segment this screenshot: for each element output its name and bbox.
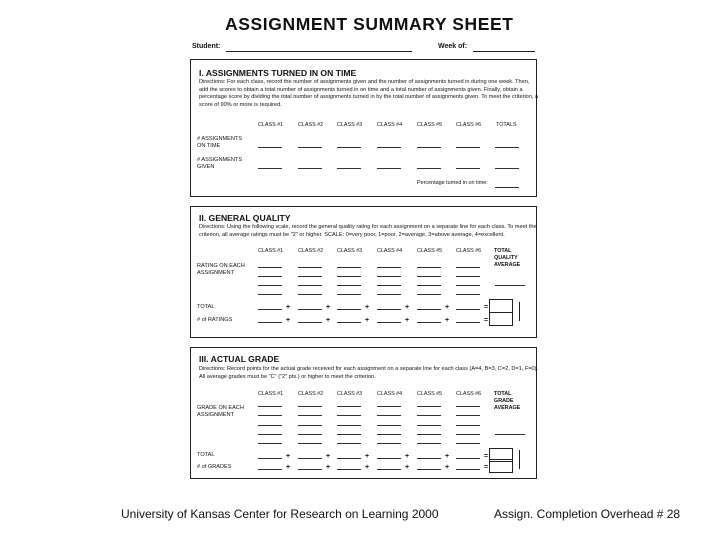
section-assignments-on-time — [190, 59, 537, 197]
section3-grade-row-2-class-4-line[interactable] — [377, 415, 401, 416]
section2-rating-row-4-class-5-line[interactable] — [417, 294, 441, 295]
section1-given-class-5-line[interactable] — [417, 168, 441, 169]
section1-row-on-time-label: # ASSIGNMENTS ON TIME — [197, 136, 243, 149]
section3-grade-row-1-class-4-line[interactable] — [377, 406, 401, 407]
section2-rating-row-3-class-1-line[interactable] — [258, 285, 282, 286]
s2cols-class-6-header: CLASS #6 — [456, 248, 482, 254]
section2-title: II. GENERAL QUALITY — [199, 213, 291, 223]
section2-total-label: TOTAL — [197, 304, 215, 310]
section2-rating-row-1-class-1-line[interactable] — [258, 267, 282, 268]
student-label: Student: — [192, 43, 221, 50]
section3-count-plus-sign: + — [365, 464, 370, 471]
section2-count-plus-sign: + — [405, 317, 410, 324]
section1-on-time-class-1-line[interactable] — [258, 147, 282, 148]
s3cols-class-5-header: CLASS #5 — [417, 391, 443, 397]
section2-rating-row-2-class-4-line[interactable] — [377, 276, 401, 277]
section3-total-label: TOTAL — [197, 452, 215, 458]
section2-count-class-6-line[interactable] — [456, 322, 480, 323]
section2-rating-row-4-class-1-line[interactable] — [258, 294, 282, 295]
section2-total-equals-sign: = — [484, 304, 489, 311]
section3-grade-row-4-class-1-line[interactable] — [258, 434, 282, 435]
section2-count-class-5-line[interactable] — [417, 322, 441, 323]
section1-totals-header: TOTALS — [496, 122, 517, 128]
footer-overhead-number: Assign. Completion Overhead # 28 — [494, 507, 681, 521]
section3-count-class-6-line[interactable] — [456, 469, 480, 470]
section3-count-class-5-line[interactable] — [417, 469, 441, 470]
section1-on-time-total-line[interactable] — [495, 147, 519, 148]
section3-grade-row-2-class-6-line[interactable] — [456, 415, 480, 416]
s2cols-class-1-header: CLASS #1 — [258, 248, 284, 254]
section2-rating-row-3-class-5-line[interactable] — [417, 285, 441, 286]
section3-grade-row-4-class-6-line[interactable] — [456, 434, 480, 435]
section3-count-equals-sign: = — [484, 464, 489, 471]
section3-grade-row-1-class-2-line[interactable] — [298, 406, 322, 407]
section2-rating-row-1-class-2-line[interactable] — [298, 267, 322, 268]
section3-grade-label: GRADE ON EACH ASSIGNMENT — [197, 405, 244, 418]
s3cols-class-6-header: CLASS #6 — [456, 391, 482, 397]
section3-count-class-2-line[interactable] — [298, 469, 322, 470]
section3-count-plus-sign: + — [405, 464, 410, 471]
footer-credit: University of Kansas Center for Research on Learning 2000 — [121, 507, 439, 521]
section2-count-label: # of RATINGS — [197, 317, 233, 323]
section3-count-class-4-line[interactable] — [377, 469, 401, 470]
s3cols-class-3-header: CLASS #3 — [337, 391, 363, 397]
section3-grade-row-3-class-3-line[interactable] — [337, 425, 361, 426]
section1-given-class-6-line[interactable] — [456, 168, 480, 169]
section3-total-header: TOTAL GRADE AVERAGE — [494, 391, 521, 411]
section2-total-class-4-line[interactable] — [377, 309, 401, 310]
student-field-line — [226, 51, 412, 52]
section2-total-class-1-line[interactable] — [258, 309, 282, 310]
section3-grade-row-2-class-2-line[interactable] — [298, 415, 322, 416]
section3-grade-row-4-class-2-line[interactable] — [298, 434, 322, 435]
section3-total-equals-sign: = — [484, 453, 489, 460]
section3-directions: Directions: Record points for the actual grade received for each assignment on a separate line for each class (A=4, B=3, C=2, D=1, F=0). All average grades must be "C" ("2" pts.) or higher to meet the criterion. — [199, 366, 539, 380]
section3-grade-row-5-class-2-line[interactable] — [298, 443, 322, 444]
section3-grade-row-3-class-1-line[interactable] — [258, 425, 282, 426]
section3-grade-row-1-class-1-line[interactable] — [258, 406, 282, 407]
s2cols-class-3-header: CLASS #3 — [337, 248, 363, 254]
section2-rating-row-2-class-5-line[interactable] — [417, 276, 441, 277]
s3cols-class-1-header: CLASS #1 — [258, 391, 284, 397]
section1-row-given-label: # ASSIGNMENTS GIVEN — [197, 157, 243, 170]
s3cols-class-2-header: CLASS #2 — [298, 391, 324, 397]
section2-rating-row-2-class-3-line[interactable] — [337, 276, 361, 277]
section3-total-class-6-line[interactable] — [456, 458, 480, 459]
section3-grade-row-5-class-6-line[interactable] — [456, 443, 480, 444]
section2-rating-row-4-class-2-line[interactable] — [298, 294, 322, 295]
section2-total-plus-sign: + — [405, 304, 410, 311]
section2-count-class-4-line[interactable] — [377, 322, 401, 323]
section1-given-class-3-line[interactable] — [337, 168, 361, 169]
section2-rating-row-3-class-6-line[interactable] — [456, 285, 480, 286]
section3-grade-row-5-class-5-line[interactable] — [417, 443, 441, 444]
section1-given-class-2-line[interactable] — [298, 168, 322, 169]
section2-total-class-6-line[interactable] — [456, 309, 480, 310]
section3-total-plus-sign: + — [445, 453, 450, 460]
section2-rating-row-1-class-3-line[interactable] — [337, 267, 361, 268]
section3-total-plus-sign: + — [405, 453, 410, 460]
section2-rating-label: RATING ON EACH ASSIGNMENT — [197, 263, 245, 276]
section3-count-plus-sign: + — [286, 464, 291, 471]
section2-rating-row-3-class-3-line[interactable] — [337, 285, 361, 286]
section3-grade-row-4-class-4-line[interactable] — [377, 434, 401, 435]
section2-count-equals-sign: = — [484, 317, 489, 324]
section2-total-header: TOTAL QUALITY AVERAGE — [494, 248, 521, 268]
section1-given-total-line[interactable] — [495, 168, 519, 169]
section2-total-result-box[interactable] — [489, 299, 513, 313]
section2-count-class-1-line[interactable] — [258, 322, 282, 323]
section3-total-plus-sign: + — [286, 453, 291, 460]
section3-total-class-2-line[interactable] — [298, 458, 322, 459]
section1-on-time-class-6-line[interactable] — [456, 147, 480, 148]
section2-count-class-3-line[interactable] — [337, 322, 361, 323]
section3-grade-row-5-class-1-line[interactable] — [258, 443, 282, 444]
section-actual-grade — [190, 347, 537, 479]
section-general-quality — [190, 206, 537, 338]
section3-grade-row-2-class-3-line[interactable] — [337, 415, 361, 416]
s3cols-class-4-header: CLASS #4 — [377, 391, 403, 397]
section1-title: I. ASSIGNMENTS TURNED IN ON TIME — [199, 68, 357, 78]
section2-count-plus-sign: + — [365, 317, 370, 324]
section2-rating-row-3-class-2-line[interactable] — [298, 285, 322, 286]
section2-total-plus-sign: + — [365, 304, 370, 311]
s1cols-class-6-header: CLASS #6 — [456, 122, 482, 128]
section2-count-plus-sign: + — [286, 317, 291, 324]
section1-on-time-class-5-line[interactable] — [417, 147, 441, 148]
s1cols-class-4-header: CLASS #4 — [377, 122, 403, 128]
s1cols-class-2-header: CLASS #2 — [298, 122, 324, 128]
section3-count-result-box[interactable] — [489, 459, 513, 473]
s1cols-class-1-header: CLASS #1 — [258, 122, 284, 128]
section2-rating-row-1-class-4-line[interactable] — [377, 267, 401, 268]
section2-rating-row-1-class-6-line[interactable] — [456, 267, 480, 268]
s1cols-class-3-header: CLASS #3 — [337, 122, 363, 128]
section2-rating-row-4-class-3-line[interactable] — [337, 294, 361, 295]
section2-count-class-2-line[interactable] — [298, 322, 322, 323]
section3-count-class-3-line[interactable] — [337, 469, 361, 470]
week-field-line — [473, 51, 535, 52]
section2-rating-row-1-class-5-line[interactable] — [417, 267, 441, 268]
s1cols-class-5-header: CLASS #5 — [417, 122, 443, 128]
section3-total-plus-sign: + — [326, 453, 331, 460]
section2-rating-row-2-class-1-line[interactable] — [258, 276, 282, 277]
section3-grade-row-4-class-5-line[interactable] — [417, 434, 441, 435]
section2-rating-row-3-class-4-line[interactable] — [377, 285, 401, 286]
week-label: Week of: — [438, 43, 468, 50]
s2cols-class-2-header: CLASS #2 — [298, 248, 324, 254]
section2-total-plus-sign: + — [445, 304, 450, 311]
section3-grade-row-2-class-5-line[interactable] — [417, 415, 441, 416]
section2-total-plus-sign: + — [326, 304, 331, 311]
section3-grade-row-1-class-3-line[interactable] — [337, 406, 361, 407]
section2-rating-row-4-class-4-line[interactable] — [377, 294, 401, 295]
section2-count-plus-sign: + — [326, 317, 331, 324]
section2-count-plus-sign: + — [445, 317, 450, 324]
section3-grade-row-1-class-5-line[interactable] — [417, 406, 441, 407]
section1-on-time-class-3-line[interactable] — [337, 147, 361, 148]
section2-rating-row-4-class-6-line[interactable] — [456, 294, 480, 295]
section1-percentage-line[interactable] — [495, 187, 519, 188]
section2-average-line[interactable] — [495, 285, 525, 286]
section2-divide-bracket — [513, 302, 520, 321]
section3-total-class-3-line[interactable] — [337, 458, 361, 459]
section3-total-class-4-line[interactable] — [377, 458, 401, 459]
s2cols-class-5-header: CLASS #5 — [417, 248, 443, 254]
section3-total-class-5-line[interactable] — [417, 458, 441, 459]
section3-grade-row-4-class-3-line[interactable] — [337, 434, 361, 435]
section3-grade-row-2-class-1-line[interactable] — [258, 415, 282, 416]
section3-title: III. ACTUAL GRADE — [199, 354, 280, 364]
section2-total-class-3-line[interactable] — [337, 309, 361, 310]
section3-total-plus-sign: + — [365, 453, 370, 460]
section3-divide-bracket — [513, 450, 520, 469]
section3-grade-row-3-class-4-line[interactable] — [377, 425, 401, 426]
section3-grade-row-1-class-6-line[interactable] — [456, 406, 480, 407]
section1-percentage-label: Percentage turned in on time: — [417, 180, 488, 186]
section2-rating-row-2-class-6-line[interactable] — [456, 276, 480, 277]
section3-average-line[interactable] — [495, 434, 525, 435]
section1-on-time-class-2-line[interactable] — [298, 147, 322, 148]
section3-count-plus-sign: + — [326, 464, 331, 471]
section3-count-plus-sign: + — [445, 464, 450, 471]
section3-grade-row-3-class-5-line[interactable] — [417, 425, 441, 426]
section3-count-label: # of GRADES — [197, 464, 232, 470]
section3-grade-row-5-class-3-line[interactable] — [337, 443, 361, 444]
section3-grade-row-3-class-2-line[interactable] — [298, 425, 322, 426]
section2-rating-row-2-class-2-line[interactable] — [298, 276, 322, 277]
section2-total-class-2-line[interactable] — [298, 309, 322, 310]
section3-grade-row-5-class-4-line[interactable] — [377, 443, 401, 444]
section2-total-class-5-line[interactable] — [417, 309, 441, 310]
section1-directions: Directions: For each class, record the number of assignments given and the number of assignments turned in during one week. Then, add the scores to obtain a total number of assignments turned in on time and a total number of assignments given. Finally, obtain a percentage score by dividing the total number of assignments turned in by the total number of assignments given. To meet the criterion, a score of 90% or more is required. — [199, 79, 539, 108]
section1-on-time-class-4-line[interactable] — [377, 147, 401, 148]
section1-given-class-1-line[interactable] — [258, 168, 282, 169]
section1-given-class-4-line[interactable] — [377, 168, 401, 169]
section2-directions: Directions: Using the following scale, record the general quality rating for each assignment on a separate line for each class. To meet the criterion, all average ratings must be "2" or higher. SCALE: 0=very poor, 1=poor, 2=average, 3=above average, 4=excellent. — [199, 224, 537, 238]
section3-grade-row-3-class-6-line[interactable] — [456, 425, 480, 426]
page-title: ASSIGNMENT SUMMARY SHEET — [225, 14, 514, 34]
section3-count-class-1-line[interactable] — [258, 469, 282, 470]
s2cols-class-4-header: CLASS #4 — [377, 248, 403, 254]
section2-count-result-box[interactable] — [489, 312, 513, 326]
section2-total-plus-sign: + — [286, 304, 291, 311]
section3-total-class-1-line[interactable] — [258, 458, 282, 459]
